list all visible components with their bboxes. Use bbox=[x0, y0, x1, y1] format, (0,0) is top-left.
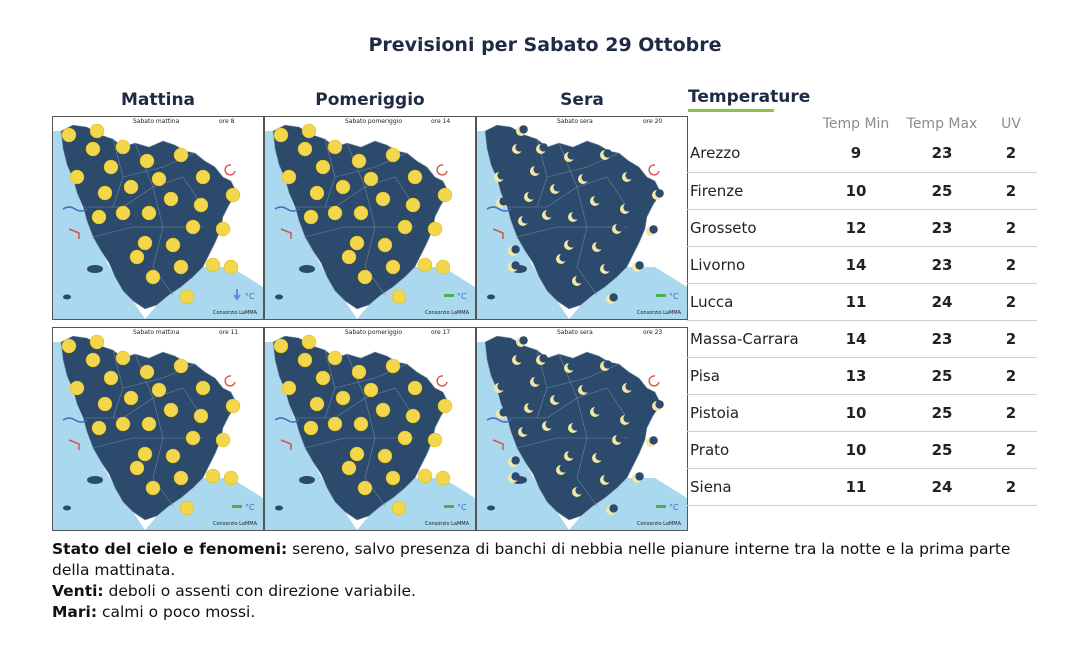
uv-value: 2 bbox=[985, 468, 1037, 505]
temp-min-value: 9 bbox=[813, 135, 899, 172]
sun-icon bbox=[398, 220, 412, 234]
sun-icon bbox=[398, 431, 412, 445]
map-caption: Sabato pomeriggio bbox=[345, 329, 403, 336]
sun-icon bbox=[62, 339, 76, 353]
sun-icon bbox=[298, 353, 312, 367]
sun-icon bbox=[116, 351, 130, 365]
sun-icon bbox=[152, 172, 166, 186]
sun-icon bbox=[328, 206, 342, 220]
temperature-title: Temperature bbox=[688, 87, 811, 107]
uv-value: 2 bbox=[985, 172, 1037, 209]
temp-unit: °C bbox=[245, 503, 255, 512]
temp-min-value: 11 bbox=[813, 283, 899, 320]
sky-description bbox=[52, 539, 1042, 581]
temperature-header-row bbox=[687, 113, 1037, 135]
temp-min-value: 13 bbox=[813, 357, 899, 394]
sun-icon bbox=[86, 353, 100, 367]
table-row bbox=[687, 246, 1037, 283]
city-name: Prato bbox=[687, 431, 813, 468]
sun-icon bbox=[62, 128, 76, 142]
temp-min-value: 11 bbox=[813, 468, 899, 505]
wind-description bbox=[52, 581, 1042, 602]
sun-icon bbox=[130, 250, 144, 264]
sun-icon bbox=[166, 449, 180, 463]
uv-value: 2 bbox=[985, 357, 1037, 394]
sun-icon bbox=[408, 170, 422, 184]
temp-trend-stable-icon bbox=[444, 294, 454, 297]
temp-min-value: 10 bbox=[813, 431, 899, 468]
sun-icon bbox=[298, 142, 312, 156]
map-hour: ore 11 bbox=[219, 329, 239, 336]
sun-icon bbox=[90, 124, 104, 138]
city-name: Firenze bbox=[687, 172, 813, 209]
table-row bbox=[687, 172, 1037, 209]
sun-icon bbox=[226, 399, 240, 413]
forecast-map[interactable] bbox=[52, 116, 264, 320]
sun-icon bbox=[146, 481, 160, 495]
sea-description bbox=[52, 602, 1042, 623]
sun-icon bbox=[418, 258, 432, 272]
sun-icon bbox=[358, 481, 372, 495]
sun-icon bbox=[428, 433, 442, 447]
sun-icon bbox=[174, 471, 188, 485]
temp-unit: °C bbox=[245, 292, 255, 301]
sun-icon bbox=[428, 222, 442, 236]
wind-text: deboli o assenti con direzione variabile. bbox=[103, 582, 416, 600]
sun-icon bbox=[116, 206, 130, 220]
temp-min-value: 14 bbox=[813, 320, 899, 357]
temp-trend-stable-icon bbox=[656, 505, 666, 508]
uv-value: 2 bbox=[985, 283, 1037, 320]
sun-icon bbox=[310, 397, 324, 411]
forecast-map[interactable] bbox=[476, 116, 688, 320]
sun-icon bbox=[302, 335, 316, 349]
table-row bbox=[687, 431, 1037, 468]
temp-max-value: 23 bbox=[899, 320, 985, 357]
sun-icon bbox=[152, 383, 166, 397]
temp-min-value: 12 bbox=[813, 209, 899, 246]
table-row bbox=[687, 394, 1037, 431]
city-name: Livorno bbox=[687, 246, 813, 283]
map-credit: Consorzio LaMMA bbox=[425, 310, 469, 316]
map-hour: ore 23 bbox=[643, 329, 663, 336]
temperature-title-underline bbox=[688, 109, 774, 112]
sun-icon bbox=[392, 290, 406, 304]
sun-icon bbox=[224, 260, 238, 274]
sun-icon bbox=[376, 192, 390, 206]
sun-icon bbox=[418, 469, 432, 483]
sun-icon bbox=[354, 417, 368, 431]
sun-icon bbox=[140, 365, 154, 379]
temperature-table bbox=[687, 113, 1037, 506]
forecast-map[interactable] bbox=[264, 327, 476, 531]
sun-icon bbox=[354, 206, 368, 220]
uv-value: 2 bbox=[985, 394, 1037, 431]
city-name: Massa-Carrara bbox=[687, 320, 813, 357]
sun-icon bbox=[140, 154, 154, 168]
sun-icon bbox=[194, 198, 208, 212]
sun-icon bbox=[104, 371, 118, 385]
sun-icon bbox=[408, 381, 422, 395]
sun-icon bbox=[92, 210, 106, 224]
header-city bbox=[687, 113, 813, 135]
sun-icon bbox=[392, 501, 406, 515]
map-hour: ore 17 bbox=[431, 329, 451, 336]
temp-trend-stable-icon bbox=[444, 505, 454, 508]
sun-icon bbox=[438, 399, 452, 413]
sun-icon bbox=[274, 339, 288, 353]
sun-icon bbox=[70, 170, 84, 184]
tuscany-map bbox=[53, 328, 263, 530]
sun-icon bbox=[364, 383, 378, 397]
sun-icon bbox=[350, 447, 364, 461]
sun-icon bbox=[358, 270, 372, 284]
header-uv: UV bbox=[1001, 116, 1021, 132]
temp-unit: °C bbox=[669, 503, 679, 512]
temp-max-value: 23 bbox=[899, 209, 985, 246]
sun-icon bbox=[196, 381, 210, 395]
sun-icon bbox=[378, 449, 392, 463]
sun-icon bbox=[336, 180, 350, 194]
sun-icon bbox=[302, 124, 316, 138]
city-name: Pisa bbox=[687, 357, 813, 394]
sun-icon bbox=[342, 461, 356, 475]
sun-icon bbox=[124, 391, 138, 405]
sun-icon bbox=[142, 417, 156, 431]
sun-icon bbox=[130, 461, 144, 475]
city-name: Lucca bbox=[687, 283, 813, 320]
header-temp-min: Temp Min bbox=[822, 116, 890, 132]
temp-min-value: 10 bbox=[813, 172, 899, 209]
sun-icon bbox=[386, 148, 400, 162]
sun-icon bbox=[166, 238, 180, 252]
sun-icon bbox=[180, 501, 194, 515]
sun-icon bbox=[104, 160, 118, 174]
table-row bbox=[687, 283, 1037, 320]
tuscany-map bbox=[265, 328, 475, 530]
sun-icon bbox=[90, 335, 104, 349]
uv-value: 2 bbox=[985, 209, 1037, 246]
sky-label: Stato del cielo e fenomeni: bbox=[52, 540, 288, 558]
sun-icon bbox=[138, 236, 152, 250]
map-credit: Consorzio LaMMA bbox=[213, 310, 257, 316]
tuscany-map bbox=[477, 117, 687, 319]
sun-icon bbox=[142, 206, 156, 220]
map-hour: ore 8 bbox=[219, 118, 235, 125]
wind-label: Venti: bbox=[52, 582, 104, 600]
sun-icon bbox=[194, 409, 208, 423]
sun-icon bbox=[224, 471, 238, 485]
forecast-map[interactable] bbox=[476, 327, 688, 531]
sun-icon bbox=[92, 421, 106, 435]
sea-text: calmi o poco mossi. bbox=[97, 603, 256, 621]
uv-value: 2 bbox=[985, 431, 1037, 468]
sun-icon bbox=[206, 258, 220, 272]
map-caption: Sabato sera bbox=[557, 118, 593, 125]
temp-max-value: 25 bbox=[899, 172, 985, 209]
sun-icon bbox=[336, 391, 350, 405]
sun-icon bbox=[316, 160, 330, 174]
sun-icon bbox=[350, 236, 364, 250]
column-heading-morning: Mattina bbox=[120, 90, 196, 110]
map-hour: ore 20 bbox=[643, 118, 663, 125]
city-name: Siena bbox=[687, 468, 813, 505]
sun-icon bbox=[352, 365, 366, 379]
column-heading-evening: Sera bbox=[560, 90, 604, 110]
sun-icon bbox=[310, 186, 324, 200]
sky-text: sereno, salvo presenza di banchi di nebbia nelle pianure interne tra la notte e la prima parte della mattinata. bbox=[52, 540, 1011, 579]
sun-icon bbox=[196, 170, 210, 184]
sun-icon bbox=[116, 417, 130, 431]
sun-icon bbox=[352, 154, 366, 168]
temp-max-value: 25 bbox=[899, 357, 985, 394]
map-credit: Consorzio LaMMA bbox=[637, 521, 681, 527]
forecast-map[interactable] bbox=[52, 327, 264, 531]
sun-icon bbox=[406, 198, 420, 212]
sun-icon bbox=[438, 188, 452, 202]
tuscany-map bbox=[265, 117, 475, 319]
map-caption: Sabato pomeriggio bbox=[345, 118, 403, 125]
table-row bbox=[687, 209, 1037, 246]
sun-icon bbox=[186, 431, 200, 445]
sun-icon bbox=[164, 403, 178, 417]
sun-icon bbox=[164, 192, 178, 206]
table-row bbox=[687, 357, 1037, 394]
temp-min-value: 14 bbox=[813, 246, 899, 283]
sun-icon bbox=[146, 270, 160, 284]
sun-icon bbox=[364, 172, 378, 186]
sun-icon bbox=[70, 381, 84, 395]
sun-icon bbox=[386, 260, 400, 274]
map-credit: Consorzio LaMMA bbox=[637, 310, 681, 316]
sun-icon bbox=[274, 128, 288, 142]
map-caption: Sabato mattina bbox=[133, 118, 180, 125]
temp-max-value: 25 bbox=[899, 394, 985, 431]
temp-max-value: 23 bbox=[899, 246, 985, 283]
sun-icon bbox=[216, 222, 230, 236]
map-credit: Consorzio LaMMA bbox=[425, 521, 469, 527]
sun-icon bbox=[386, 471, 400, 485]
temp-min-value: 10 bbox=[813, 394, 899, 431]
header-temp-max: Temp Max bbox=[906, 116, 978, 132]
uv-value: 2 bbox=[985, 246, 1037, 283]
sun-icon bbox=[378, 238, 392, 252]
forecast-map[interactable] bbox=[264, 116, 476, 320]
sun-icon bbox=[342, 250, 356, 264]
sun-icon bbox=[138, 447, 152, 461]
sun-icon bbox=[376, 403, 390, 417]
table-row bbox=[687, 135, 1037, 172]
temp-trend-stable-icon bbox=[232, 505, 242, 508]
city-name: Pistoia bbox=[687, 394, 813, 431]
sun-icon bbox=[406, 409, 420, 423]
sun-icon bbox=[328, 140, 342, 154]
uv-value: 2 bbox=[985, 320, 1037, 357]
city-name: Arezzo bbox=[687, 135, 813, 172]
map-caption: Sabato mattina bbox=[133, 329, 180, 336]
sun-icon bbox=[98, 397, 112, 411]
sun-icon bbox=[328, 417, 342, 431]
temp-unit: °C bbox=[669, 292, 679, 301]
sun-icon bbox=[124, 180, 138, 194]
map-credit: Consorzio LaMMA bbox=[213, 521, 257, 527]
sun-icon bbox=[174, 148, 188, 162]
map-caption: Sabato sera bbox=[557, 329, 593, 336]
sun-icon bbox=[174, 260, 188, 274]
city-name: Grosseto bbox=[687, 209, 813, 246]
map-hour: ore 14 bbox=[431, 118, 451, 125]
sun-icon bbox=[86, 142, 100, 156]
column-heading-afternoon: Pomeriggio bbox=[315, 90, 425, 110]
sun-icon bbox=[386, 359, 400, 373]
forecast-description bbox=[52, 539, 1042, 623]
sun-icon bbox=[436, 260, 450, 274]
sun-icon bbox=[316, 371, 330, 385]
sun-icon bbox=[282, 381, 296, 395]
temp-max-value: 24 bbox=[899, 468, 985, 505]
sea-label: Mari: bbox=[52, 603, 98, 621]
sun-icon bbox=[206, 469, 220, 483]
temp-max-value: 25 bbox=[899, 431, 985, 468]
sun-icon bbox=[282, 170, 296, 184]
sun-icon bbox=[304, 421, 318, 435]
temp-max-value: 24 bbox=[899, 283, 985, 320]
temp-unit: °C bbox=[457, 292, 467, 301]
temp-unit: °C bbox=[457, 503, 467, 512]
tuscany-map bbox=[477, 328, 687, 530]
uv-value: 2 bbox=[985, 135, 1037, 172]
sun-icon bbox=[226, 188, 240, 202]
sun-icon bbox=[180, 290, 194, 304]
table-row bbox=[687, 468, 1037, 505]
sun-icon bbox=[216, 433, 230, 447]
page-title: Previsioni per Sabato 29 Ottobre bbox=[368, 34, 722, 56]
sun-icon bbox=[328, 351, 342, 365]
temp-trend-stable-icon bbox=[656, 294, 666, 297]
sun-icon bbox=[116, 140, 130, 154]
sun-icon bbox=[174, 359, 188, 373]
tuscany-map bbox=[53, 117, 263, 319]
sun-icon bbox=[98, 186, 112, 200]
sun-icon bbox=[186, 220, 200, 234]
table-row bbox=[687, 320, 1037, 357]
temp-max-value: 23 bbox=[899, 135, 985, 172]
sun-icon bbox=[436, 471, 450, 485]
sun-icon bbox=[304, 210, 318, 224]
